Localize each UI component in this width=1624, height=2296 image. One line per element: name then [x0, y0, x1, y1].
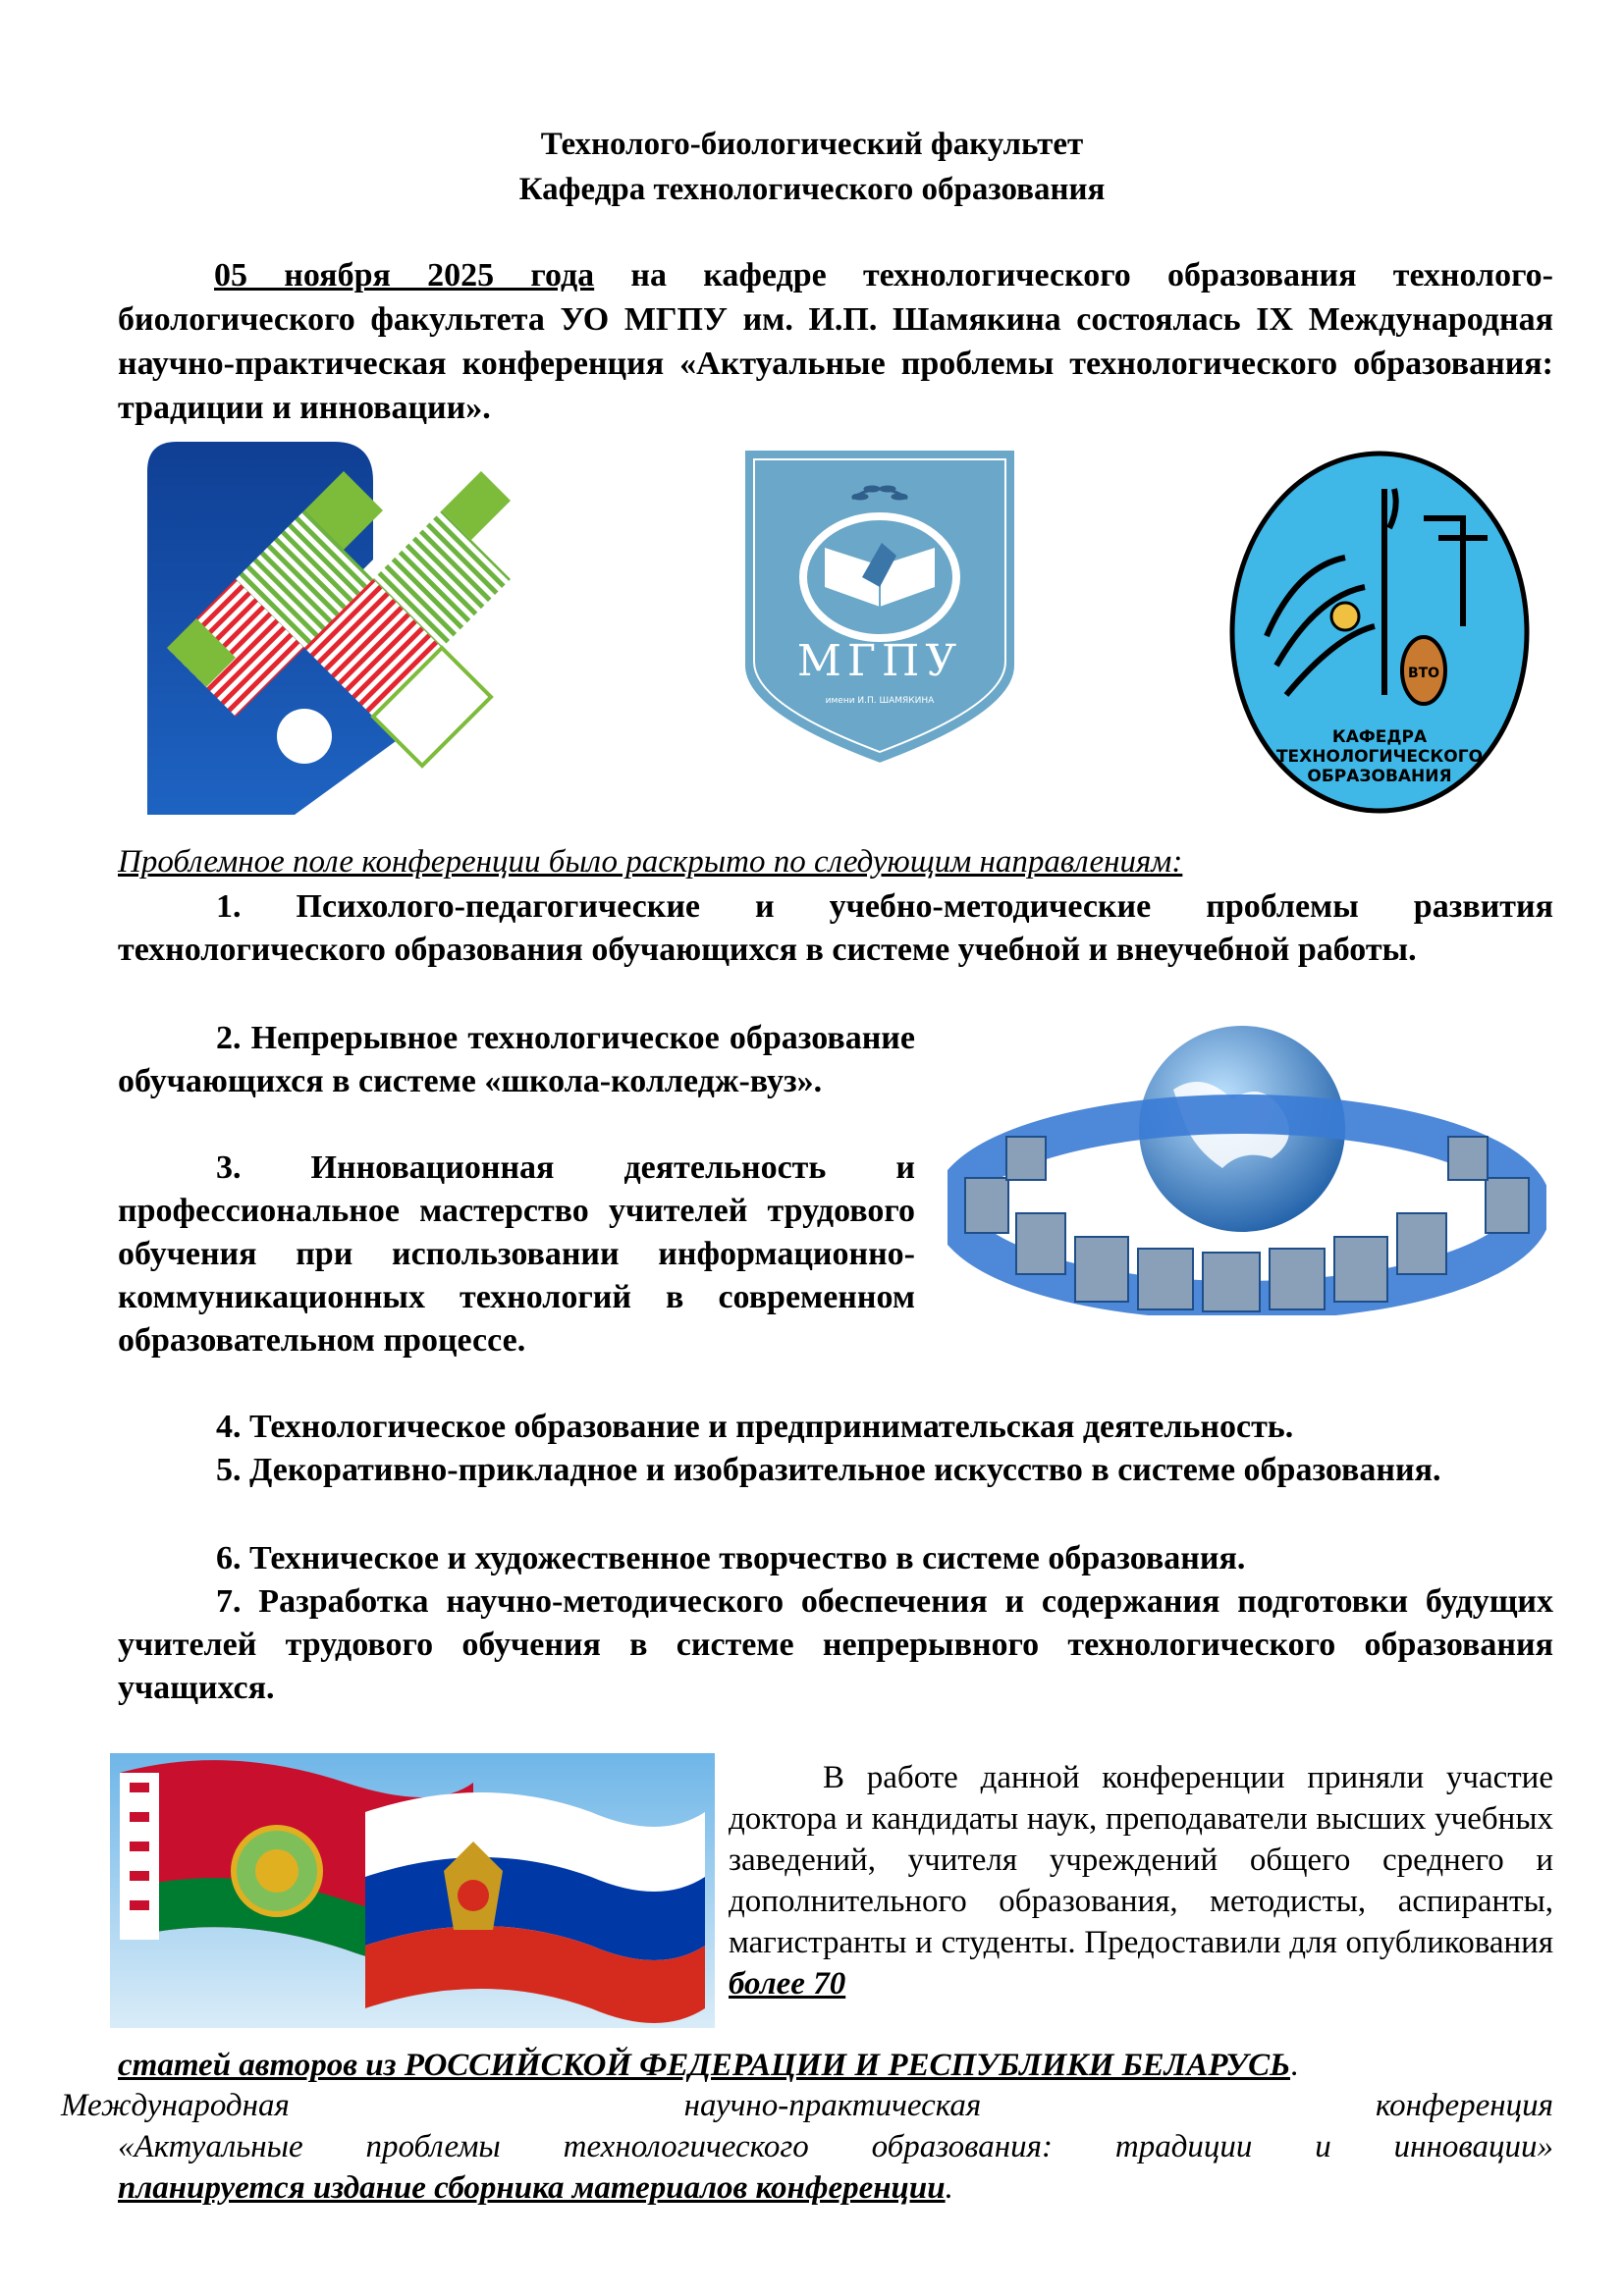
- collection-announcement: планируется издание сборника материалов конференции: [118, 2170, 946, 2206]
- participation-end: .: [1290, 2048, 1299, 2083]
- flags-illustration: [110, 1753, 715, 2028]
- faculty-heading: Технолого-биологический факультет: [540, 127, 1084, 162]
- faculty-logo: [147, 442, 530, 815]
- closing-line-1: Международная научно-практическая конференция: [61, 2088, 1553, 2123]
- direction-item-3: 3. Инновационная деятельность и профессиональное мастерство учителей трудового обучения при использовании информационно-коммуникационных технологий в современном образовательном процессе.: [118, 1149, 915, 1359]
- direction-item-6: 6. Техническое и художественное творчество в системе образования.: [216, 1540, 1246, 1576]
- articles-authors: статей авторов из РОССИЙСКОЙ ФЕДЕРАЦИИ И РЕСПУБЛИКИ БЕЛАРУСЬ: [118, 2048, 1291, 2083]
- intro-paragraph: [118, 253, 1553, 430]
- participation-text: В работе данной конференции приняли участие доктора и кандидаты наук, преподаватели высших учебных заведений, учителя учреждений общего среднего и дополнительного образования, методисты, аспиранты, магистранты и студенты. Предоставили для опубликования: [729, 1760, 1553, 1960]
- closing-line-3: [61, 2167, 1553, 2209]
- direction-item-1: 1. Психолого-педагогические и учебно-методические проблемы развития технологического образования обучающихся в системе учебной и внеучебной работы.: [118, 888, 1553, 968]
- globe-illustration: [947, 1021, 1546, 1315]
- direction-item-7: 7. Разработка научно-методического обеспечения и содержания подготовки будущих учителей трудового обучения в системе непрерывного технологического образования учащихся.: [118, 1583, 1553, 1706]
- dept-label-2: ТЕХНОЛОГИЧЕСКОГО: [1275, 747, 1484, 767]
- department-heading: Кафедра технологического образования: [518, 172, 1106, 207]
- participation-paragraph: [729, 1757, 1553, 2004]
- directions-title: Проблемное поле конференции было раскрыто по следующим направлениям:: [118, 844, 1183, 880]
- mgpu-logo: [734, 440, 1025, 774]
- department-logo: [1227, 450, 1532, 815]
- intro-text: на кафедре технологического образования технолого-биологического факультета УО МГПУ им. И.П. Шамякина состоялась IX Международная научно-практическая конференция «Актуальные проблемы технологического образования: традиции и инновации».: [118, 257, 1553, 426]
- articles-count: более 70: [729, 1966, 846, 2002]
- closing-line-2: «Актуальные проблемы технологического образования: традиции и инновации»: [118, 2129, 1553, 2164]
- mgpu-name: МГПУ: [796, 636, 963, 686]
- dept-label-3: ОБРАЗОВАНИЯ: [1307, 767, 1452, 786]
- closing-end: .: [945, 2170, 953, 2206]
- direction-item-5: 5. Декоративно-прикладное и изобразительное искусство в системе образования.: [216, 1452, 1441, 1488]
- dept-label-1: КАФЕДРА: [1331, 727, 1428, 747]
- direction-item-4: 4. Технологическое образование и предпринимательская деятельность.: [216, 1409, 1294, 1445]
- participation-continuation: [118, 2046, 1298, 2085]
- closing-paragraph: [61, 2085, 1553, 2209]
- event-date: 05 ноября 2025 года: [214, 257, 595, 294]
- direction-item-2: 2. Непрерывное технологическое образование обучающихся в системе «школа-колледж-вуз».: [118, 1020, 915, 1099]
- mgpu-subtitle: имени И.П. ШАМЯКИНА: [825, 696, 935, 706]
- dept-badge: ВТО: [1407, 666, 1440, 681]
